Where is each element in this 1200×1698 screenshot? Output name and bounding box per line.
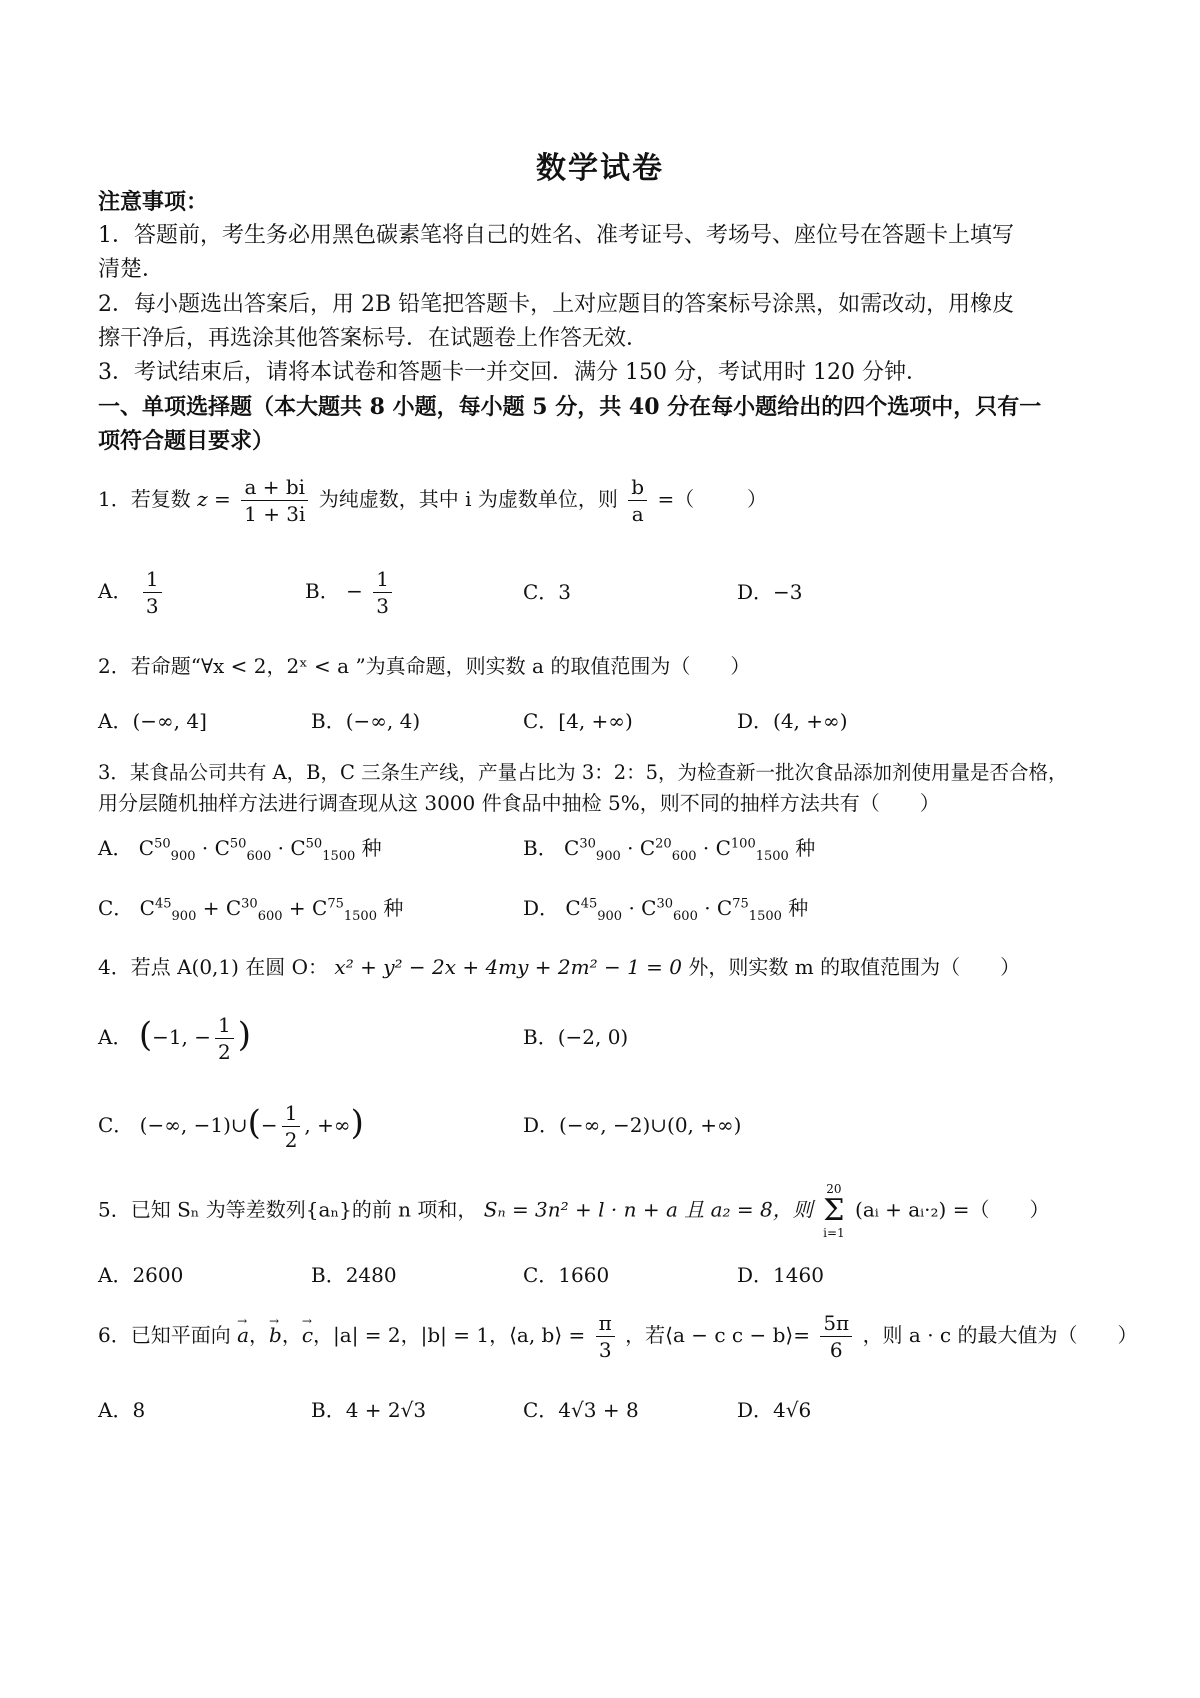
q4c-sign: − (260, 1113, 278, 1137)
q1-option-b[interactable] (305, 566, 396, 619)
q3b-c2-top: 20 (655, 836, 672, 852)
q1-b: b (628, 474, 647, 501)
q5-sum-lower: i=1 (823, 1226, 845, 1240)
q4a-right-paren: ) (237, 1015, 252, 1055)
q6-5pi-over-6 (820, 1310, 852, 1363)
q3d-c1-bottom: 900 (597, 909, 623, 924)
q5-option-a[interactable]: A．2600 (98, 1263, 184, 1287)
q3a-op2: · (277, 836, 284, 860)
q5-option-b[interactable]: B．2480 (311, 1263, 397, 1287)
q1-option-b-den: 3 (376, 594, 389, 618)
q3c-c3-bottom: 1500 (343, 909, 377, 924)
q4c-den: 2 (284, 1128, 298, 1152)
section-heading-line-2: 项符合题目要求） (98, 428, 275, 454)
q3-option-c[interactable]: C． $C^{45}_{900} + C^{30}_{600} + C^{75}_{1500}$ 种 (98, 896, 404, 924)
q3d-c3-top: 75 (732, 896, 749, 912)
q3c-c3-top: 75 (327, 896, 344, 912)
q5-stem-equation: Sₙ = 3n² + l · n + a 且 a₂ = 8，则 (483, 1197, 813, 1222)
section-heading-line-1: 一、单项选择题（本大题共 8 小题，每小题 5 分，共 40 分在每小题给出的四个选项中，只有一 (98, 394, 1042, 420)
q3c-c1-bottom: 900 (171, 909, 197, 924)
q5-option-d[interactable]: D．1460 (737, 1263, 824, 1287)
q3c-op2: + (288, 896, 306, 920)
q5-summation (823, 1182, 845, 1240)
question-6: 6．已知平面向 → a，→ b，→ c，|a| = 2，|b| = 1，⟨a, b⟩ = $\frac{\pi}{3}$ ，若⟨a − c c − b⟩= $\frac{5\pi}{6}$ ，则 a · c 的最大值为（ ） (98, 1310, 1137, 1363)
q4-option-c[interactable] (98, 1100, 364, 1153)
q3d-suffix: 种 (788, 896, 809, 920)
q1-option-a-num: 1 (143, 566, 162, 593)
q1-option-b-num: 1 (373, 566, 392, 593)
q4c-left-paren: ( (247, 1103, 261, 1143)
q4c-expr: (−∞, −1)∪ (139, 1113, 248, 1137)
q3b-c2-bottom: 600 (671, 849, 697, 864)
q3b-op2: · (702, 836, 710, 860)
sigma-icon: Σ (823, 1193, 845, 1228)
q6-stem-d: ，则 a · c 的最大值为（ ） (862, 1323, 1138, 1347)
q4a-num: 1 (215, 1012, 234, 1039)
q1-option-a-den: 3 (145, 594, 159, 618)
question-2: 2．若命题“∀x < 2，2ˣ < a ”为真命题，则实数 a 的取值范围为（ ） (98, 654, 751, 678)
q5-sum-body: (aᵢ + aᵢ·₂) =（ ） (855, 1197, 1050, 1222)
q3-option-b[interactable]: B． $C^{30}_{900} \cdot C^{20}_{600} \cdot C^{100}_{1500}$ 种 (523, 836, 816, 864)
q1-option-d[interactable]: D．−3 (737, 580, 803, 604)
q3a-suffix: 种 (361, 836, 382, 860)
q3b-op1: · (627, 836, 634, 860)
notice-line-3: 3．考试结束后，请将本试卷和答题卡一并交回．满分 150 分，考试用时 120 分钟． (98, 360, 928, 385)
q6-option-a[interactable]: A．8 (98, 1398, 146, 1422)
question-3-line-1: 3．某食品公司共有 A，B，C 三条生产线，产量占比为 3：2：5，为检查新一批次食品添加剂使用量是否合格， (98, 761, 1068, 784)
q3a-c2-bottom: 600 (246, 849, 272, 864)
q3d-c3-bottom: 1500 (748, 909, 782, 924)
q3-option-d[interactable]: D． $C^{45}_{900} \cdot C^{30}_{600} \cdot C^{75}_{1500}$ 种 (523, 896, 809, 924)
q1-option-a-fraction (143, 566, 162, 619)
q2-option-a[interactable]: A．(−∞, 4] (98, 709, 207, 733)
page-title: 数学试卷 (536, 151, 664, 186)
q2-option-c[interactable]: C．[4, +∞) (523, 709, 633, 733)
q1-option-b-sign: − (346, 579, 363, 603)
q3a-c3-top: 50 (305, 836, 323, 852)
q2-option-b[interactable]: B．(−∞, 4) (311, 709, 421, 733)
q6-vector-c: → c (302, 1320, 313, 1350)
q3a-op1: · (201, 836, 209, 860)
q6-pi-den: 3 (598, 1338, 612, 1362)
q3d-c2-top: 30 (656, 896, 674, 912)
q4c-num: 1 (282, 1100, 301, 1127)
q3c-op1: + (202, 896, 220, 920)
q6-stem-a: 6．已知平面向 (98, 1323, 231, 1347)
q3b-suffix: 种 (795, 836, 816, 860)
question-1 (98, 474, 767, 527)
q1-numerator: a + bi (241, 474, 308, 501)
q6-5pi-num: 5π (820, 1310, 852, 1337)
q3c-c1-top: 45 (154, 896, 172, 912)
q1-option-a[interactable] (98, 566, 166, 619)
q3c-c2-top: 30 (241, 896, 258, 912)
q4c-right-paren: ) (350, 1103, 364, 1143)
q5-stem-a: 5．已知 Sₙ 为等差数列{aₙ}的前 n 项和， (98, 1197, 478, 1222)
q3d-c1-top: 45 (580, 896, 598, 912)
q3d-op1: · (628, 896, 635, 920)
q4a-den: 2 (218, 1040, 231, 1064)
question-5 (98, 1182, 1049, 1240)
notice-heading: 注意事项： (98, 189, 209, 215)
q1-b-over-a (628, 474, 647, 527)
q3-option-d-label: D． (523, 896, 560, 920)
q6-option-b[interactable]: B．4 + 2√3 (311, 1398, 427, 1422)
q3-option-b-label: B． (523, 836, 558, 860)
q3c-c2-bottom: 600 (257, 909, 283, 924)
notice-line-1b: 清楚． (98, 257, 165, 282)
q1-option-a-label: A． (98, 579, 133, 603)
q3a-c2-top: 50 (229, 836, 247, 852)
q3a-c3-bottom: 1500 (322, 849, 356, 864)
q4a-fraction (215, 1012, 234, 1065)
q3-option-a-label: A． (98, 836, 133, 860)
q6-vector-a: → a (237, 1320, 249, 1350)
q6-pi-over-3 (596, 1310, 615, 1363)
q4a-expr: −1, − (152, 1025, 212, 1049)
q1-fraction (241, 474, 308, 527)
q6-pi-num: π (596, 1310, 615, 1337)
q4-option-a-label: A． (98, 1025, 133, 1049)
q4a-left-paren: ( (138, 1015, 153, 1055)
q1-middle: 为纯虚数，其中 i 为虚数单位，则 (318, 487, 618, 511)
q6-stem-b: ，|a| = 2，|b| = 1，⟨a, b⟩ = (313, 1323, 586, 1347)
notice-line-2: 2．每小题选出答案后，用 2B 铅笔把答题卡，上对应题目的答案标号涂黑，如需改动，用橡皮 (98, 292, 1015, 317)
q2-option-d[interactable]: D．(4, +∞) (737, 709, 848, 733)
q1-z: z = (197, 487, 231, 511)
q1-prefix: 1．若复数 (98, 487, 191, 511)
q6-vector-b: → b (269, 1320, 282, 1350)
q4-circle-equation: x² + y² − 2x + 4my + 2m² − 1 = 0 (334, 955, 683, 979)
q1-end: ） (746, 487, 767, 511)
q1-option-b-label: B． (305, 579, 340, 603)
q5-option-c[interactable]: C．1660 (523, 1263, 610, 1287)
q3-option-a[interactable]: A． $C^{50}_{900} \cdot C^{50}_{600} \cdot C^{50}_{1500}$ 种 (98, 836, 382, 864)
q3a-c1-top: 50 (154, 836, 171, 852)
q3d-op2: · (704, 896, 711, 920)
notice-line-1: 1．答题前，考生务必用黑色碳素笔将自己的姓名、准考证号、考场号、座位号在答题卡上填写 (98, 223, 1015, 248)
q1-option-c[interactable]: C．3 (523, 580, 572, 604)
q5-sum-upper: 20 (826, 1182, 842, 1196)
q4c-fraction (282, 1100, 301, 1153)
q4-option-d[interactable]: D．(−∞, −2)∪(0, +∞) (523, 1113, 742, 1137)
notice-line-2b: 擦干净后，再选涂其他答案标号．在试题卷上作答无效． (98, 326, 649, 351)
q6-5pi-den: 6 (829, 1338, 843, 1362)
q1-a: a (631, 502, 644, 526)
q3-option-c-label: C． (98, 896, 134, 920)
q4-option-b[interactable]: B．(−2, 0) (523, 1025, 629, 1049)
q6-option-c[interactable]: C．4√3 + 8 (523, 1398, 639, 1422)
q6-option-d[interactable]: D．4√6 (737, 1398, 812, 1422)
q1-eq: =（ (657, 487, 695, 511)
q3b-c1-bottom: 900 (595, 849, 621, 864)
q4-option-a[interactable] (98, 1012, 251, 1065)
question-3-line-2: 用分层随机抽样方法进行调查现从这 3000 件食品中抽检 5%，则不同的抽样方法共有（ ） (98, 791, 940, 815)
q4-stem-b: 外，则实数 m 的取值范围为（ ） (688, 955, 1021, 979)
q3b-c3-bottom: 1500 (755, 849, 789, 864)
question-4 (98, 952, 1020, 982)
q3a-c1-bottom: 900 (170, 849, 196, 864)
q3b-c1-top: 30 (579, 836, 596, 852)
q3b-c3-top: 100 (730, 836, 756, 852)
q1-option-b-fraction (373, 566, 392, 619)
q3d-c2-bottom: 600 (673, 909, 698, 924)
q3c-suffix: 种 (383, 896, 404, 920)
q1-denominator: 1 + 3i (244, 502, 306, 526)
q4-option-c-label: C． (98, 1113, 134, 1137)
q4-stem-a: 4．若点 A(0,1) 在圆 O： (98, 955, 329, 979)
q6-stem-c: ，若⟨a − c c − b⟩= (625, 1323, 810, 1347)
q4c-tail: , +∞ (304, 1113, 351, 1137)
